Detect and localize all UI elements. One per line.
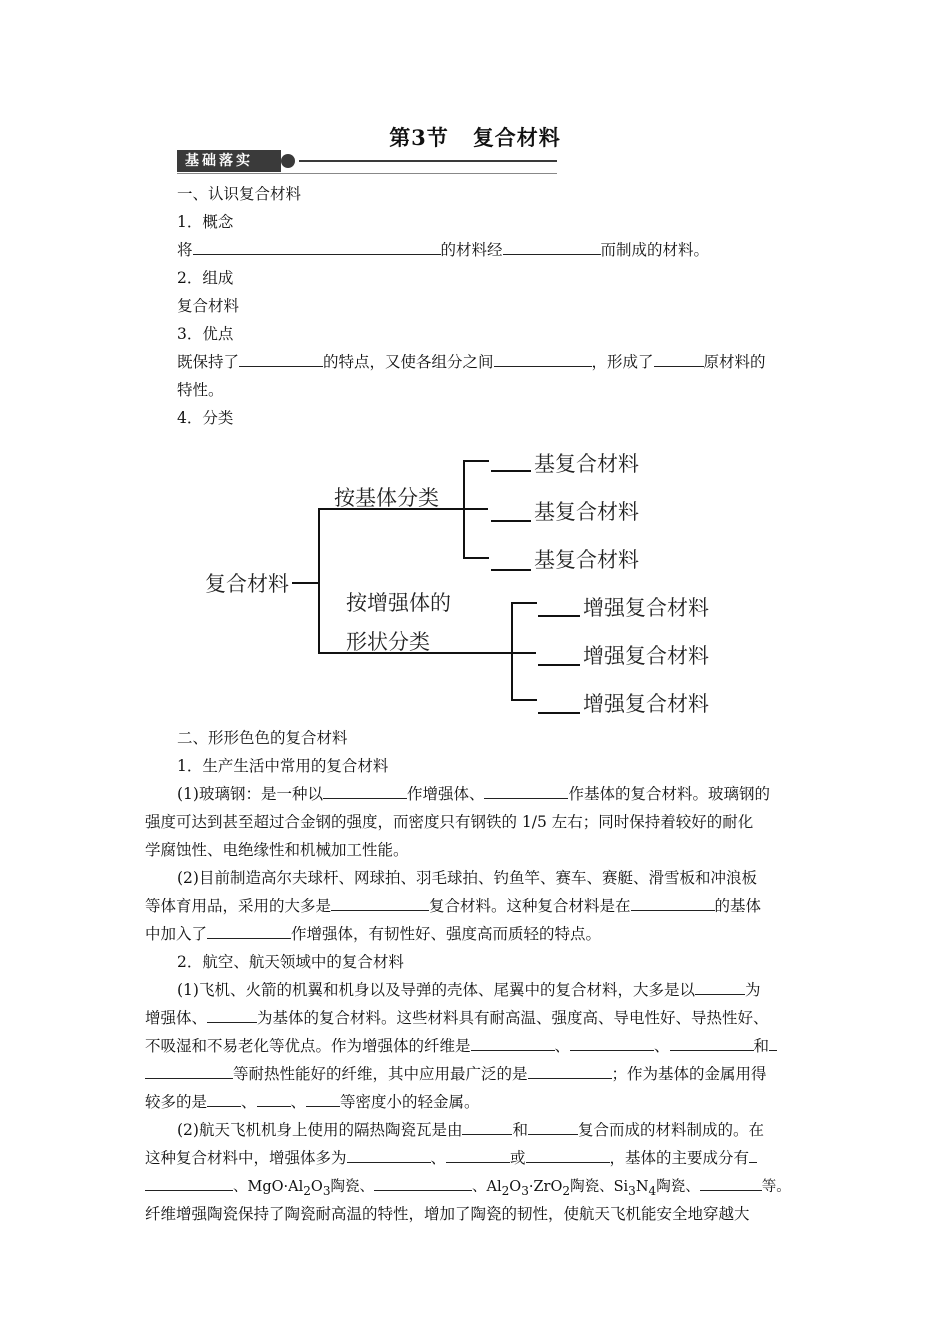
diagram-connector — [292, 582, 318, 584]
diagram-branch2-item: 增强复合材料 — [583, 596, 709, 620]
diagram-root: 复合材料 — [205, 572, 289, 596]
classification-diagram — [0, 440, 950, 730]
diagram-line — [511, 602, 537, 604]
diagram-branch2-label-1: 按增强体的 — [346, 591, 451, 615]
banner-label: 基础落实 — [177, 150, 281, 172]
blank[interactable] — [446, 1144, 510, 1163]
banner-dot-icon — [281, 154, 295, 168]
blank[interactable] — [528, 1060, 612, 1079]
composition-text: 复合材料 — [177, 297, 240, 315]
title-section-number: 第3节 — [389, 125, 449, 150]
diagram-branch1-spine — [463, 460, 465, 557]
blank[interactable] — [749, 1144, 757, 1163]
diagram-line — [463, 557, 489, 559]
p2-line3: 中加入了 作增强体，有韧性好、强度高而质轻的特点。 — [145, 920, 601, 948]
diagram-branch1-item: 基复合材料 — [534, 452, 639, 476]
p2-line2: 等体育用品，采用的大多是 复合材料。这种复合材料是在 的基体 — [145, 892, 761, 920]
diagram-branch1-label: 按基体分类 — [334, 486, 439, 510]
p1-line3: 学腐蚀性、电绝缘性和机械加工性能。 — [145, 841, 409, 859]
p3-line1: (1)飞机、火箭的机翼和机身以及导弹的壳体、尾翼中的复合材料，大多是以 为 — [177, 976, 760, 1004]
composition-heading: 2．组成 — [177, 269, 234, 287]
advantages-text-cont: 特性。 — [177, 381, 224, 399]
diagram-branch2-item: 增强复合材料 — [583, 692, 709, 716]
page-title — [0, 122, 950, 152]
blank[interactable] — [207, 920, 291, 939]
concept-heading: 1．概念 — [177, 213, 234, 231]
blank[interactable] — [193, 236, 441, 255]
concept-text: 将 的材料经 而制成的材料。 — [177, 236, 709, 264]
blank[interactable] — [654, 348, 704, 367]
advantages-heading: 3．优点 — [177, 325, 234, 343]
p4-line3: 、$MgO\cdot Al_2O_3$陶瓷、 、$Al_2O_3\cdot ZrO_2$陶瓷、$Si_3N_4$陶瓷、 等。 — [145, 1172, 791, 1205]
diagram-branch2-label-2: 形状分类 — [346, 630, 430, 654]
blank[interactable] — [239, 348, 323, 367]
diagram-blank[interactable] — [538, 615, 580, 617]
blank[interactable] — [528, 1116, 578, 1135]
blank[interactable] — [145, 1060, 233, 1079]
advantages-text: 既保持了 的特点，又使各组分之间 ，形成了 原材料的 — [177, 348, 766, 376]
section2-heading: 二、形形色色的复合材料 — [177, 729, 348, 747]
diagram-spine — [318, 508, 320, 653]
blank[interactable] — [526, 1144, 610, 1163]
blank[interactable] — [323, 780, 407, 799]
diagram-line — [511, 699, 537, 701]
diagram-branch2-spine — [511, 602, 513, 699]
section1-heading: 一、认识复合材料 — [177, 185, 302, 203]
blank[interactable] — [207, 1088, 241, 1107]
diagram-blank[interactable] — [491, 520, 531, 522]
diagram-branch1-item: 基复合材料 — [534, 500, 639, 524]
p3-line3: 不吸湿和不易老化等优点。作为增强体的纤维是 、 、 和 — [145, 1032, 777, 1060]
blank[interactable] — [331, 892, 429, 911]
blank[interactable] — [306, 1088, 340, 1107]
blank[interactable] — [670, 1032, 754, 1051]
subsection1-heading: 1．生产生活中常用的复合材料 — [177, 757, 389, 775]
p4-line4: 纤维增强陶瓷保持了陶瓷耐高温的特性，增加了陶瓷的韧性，使航天飞机能安全地穿越大 — [145, 1205, 750, 1223]
blank[interactable] — [347, 1144, 431, 1163]
banner-rule — [299, 160, 557, 162]
diagram-blank[interactable] — [538, 664, 580, 666]
p3-line4: 等耐热性能好的纤维，其中应用最广泛的是 ；作为基体的金属用得 — [145, 1060, 767, 1088]
diagram-branch2-item: 增强复合材料 — [583, 644, 709, 668]
p2-line1: (2)目前制造高尔夫球杆、网球拍、羽毛球拍、钓鱼竿、赛车、赛艇、滑雪板和冲浪板 — [177, 869, 757, 887]
p3-line2: 增强体、 为基体的复合材料。这些材料具有耐高温、强度高、导电性好、导热性好、 — [145, 1004, 769, 1032]
banner-underline — [177, 173, 557, 174]
blank[interactable] — [503, 236, 601, 255]
blank[interactable] — [145, 1172, 233, 1191]
p1-line1: (1)玻璃钢：是一种以 作增强体、 作基体的复合材料。玻璃钢的 — [177, 780, 770, 808]
diagram-line — [463, 460, 489, 462]
diagram-blank[interactable] — [538, 712, 580, 714]
blank[interactable] — [494, 348, 592, 367]
blank[interactable] — [570, 1032, 654, 1051]
diagram-blank[interactable] — [491, 569, 531, 571]
p4-line2: 这种复合材料中，增强体多为 、 或 ，基体的主要成分有 — [145, 1144, 757, 1172]
blank[interactable] — [484, 780, 568, 799]
p3-line5: 较多的是 、 、 等密度小的轻金属。 — [145, 1088, 480, 1116]
blank[interactable] — [769, 1032, 777, 1051]
blank[interactable] — [462, 1116, 512, 1135]
classification-heading: 4．分类 — [177, 409, 234, 427]
blank[interactable] — [471, 1032, 555, 1051]
blank[interactable] — [374, 1172, 472, 1191]
blank[interactable] — [695, 976, 745, 995]
diagram-blank[interactable] — [491, 470, 531, 472]
p1-line2: 强度可达到甚至超过合金钢的强度，而密度只有钢铁的 1/5 左右；同时保持着较好的耐化 — [145, 813, 754, 831]
blank[interactable] — [631, 892, 715, 911]
title-text: 复合材料 — [472, 125, 561, 150]
p4-line1: (2)航天飞机机身上使用的隔热陶瓷瓦是由 和 复合而成的材料制成的。在 — [177, 1116, 764, 1144]
blank[interactable] — [700, 1172, 762, 1191]
blank[interactable] — [207, 1004, 257, 1023]
blank[interactable] — [257, 1088, 291, 1107]
subsection2-heading: 2．航空、航天领域中的复合材料 — [177, 953, 404, 971]
diagram-branch1-item: 基复合材料 — [534, 548, 639, 572]
